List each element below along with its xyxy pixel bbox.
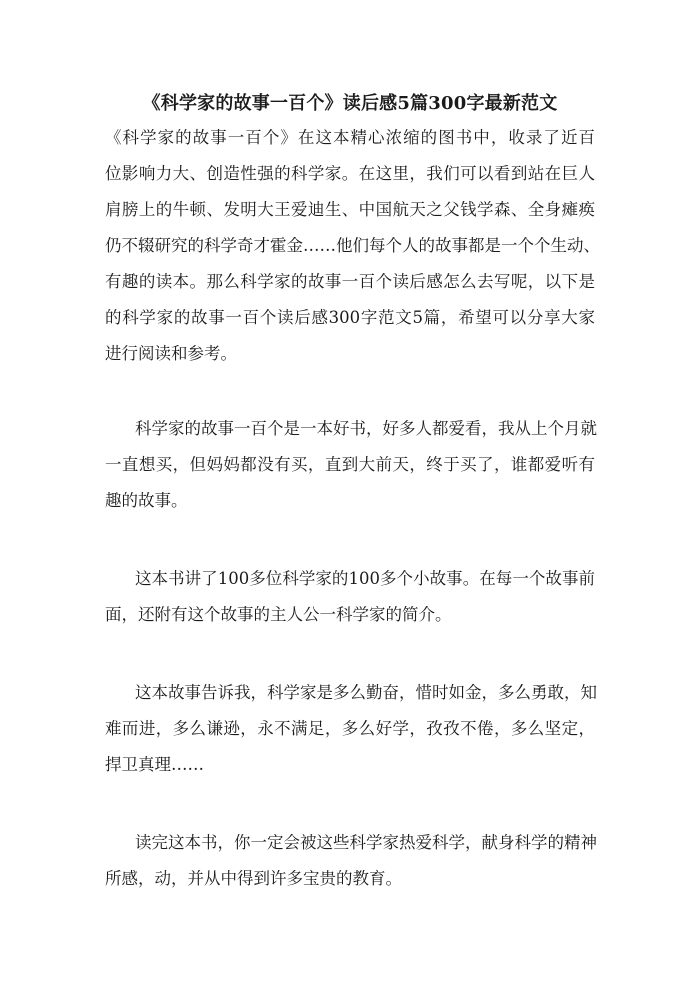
paragraph-line: 科学家的故事一百个是一本好书，好多人都爱看，我从上个月就 — [135, 419, 597, 438]
paragraph-1 — [105, 120, 600, 372]
paragraph-line: 难而进，多么谦逊，永不满足，多么好学，孜孜不倦，多么坚定， — [105, 719, 595, 738]
paragraph-line: 《科学家的故事一百个》在这本精心浓缩的图书中，收录了近百 — [105, 128, 595, 147]
paragraph-5 — [105, 825, 595, 897]
paragraph-line: 的科学家的故事一百个读后感300字范文5篇，希望可以分享大家 — [105, 308, 595, 327]
paragraph-line: 一直想买，但妈妈都没有买，直到大前天，终于买了，谁都爱听有 — [105, 455, 595, 474]
document-title: 《科学家的故事一百个》读后感5篇300字最新范文 — [142, 93, 558, 114]
paragraph-line: 仍不辍研究的科学奇才霍金……他们每个人的故事都是一个个生动、 — [105, 236, 600, 255]
paragraph-line: 有趣的读本。那么科学家的故事一百个读后感怎么去写呢，以下是 — [105, 272, 595, 291]
paragraph-line: 这本书讲了100多位科学家的100多个小故事。在每一个故事前 — [135, 569, 595, 588]
paragraph-line: 进行阅读和参考。 — [105, 344, 237, 363]
paragraph-line: 位影响力大、创造性强的科学家。在这里，我们可以看到站在巨人 — [105, 164, 595, 183]
paragraph-4 — [105, 675, 595, 783]
paragraph-line: 肩膀上的牛顿、发明大王爱迪生、中国航天之父钱学森、全身瘫痪 — [105, 200, 595, 219]
paragraph-line: 这本故事告诉我，科学家是多么勤奋，惜时如金，多么勇敢，知 — [135, 683, 597, 702]
paragraph-line: 面，还附有这个故事的主人公一科学家的简介。 — [105, 605, 452, 624]
paragraph-line: 捍卫真理…… — [105, 755, 204, 774]
paragraph-2 — [105, 411, 595, 519]
paragraph-line: 趣的故事。 — [105, 491, 188, 510]
paragraph-3 — [105, 561, 595, 633]
paragraph-line: 所感，动，并从中得到许多宝贵的教育。 — [105, 869, 402, 888]
paragraph-line: 读完这本书，你一定会被这些科学家热爱科学，献身科学的精神 — [135, 833, 597, 852]
